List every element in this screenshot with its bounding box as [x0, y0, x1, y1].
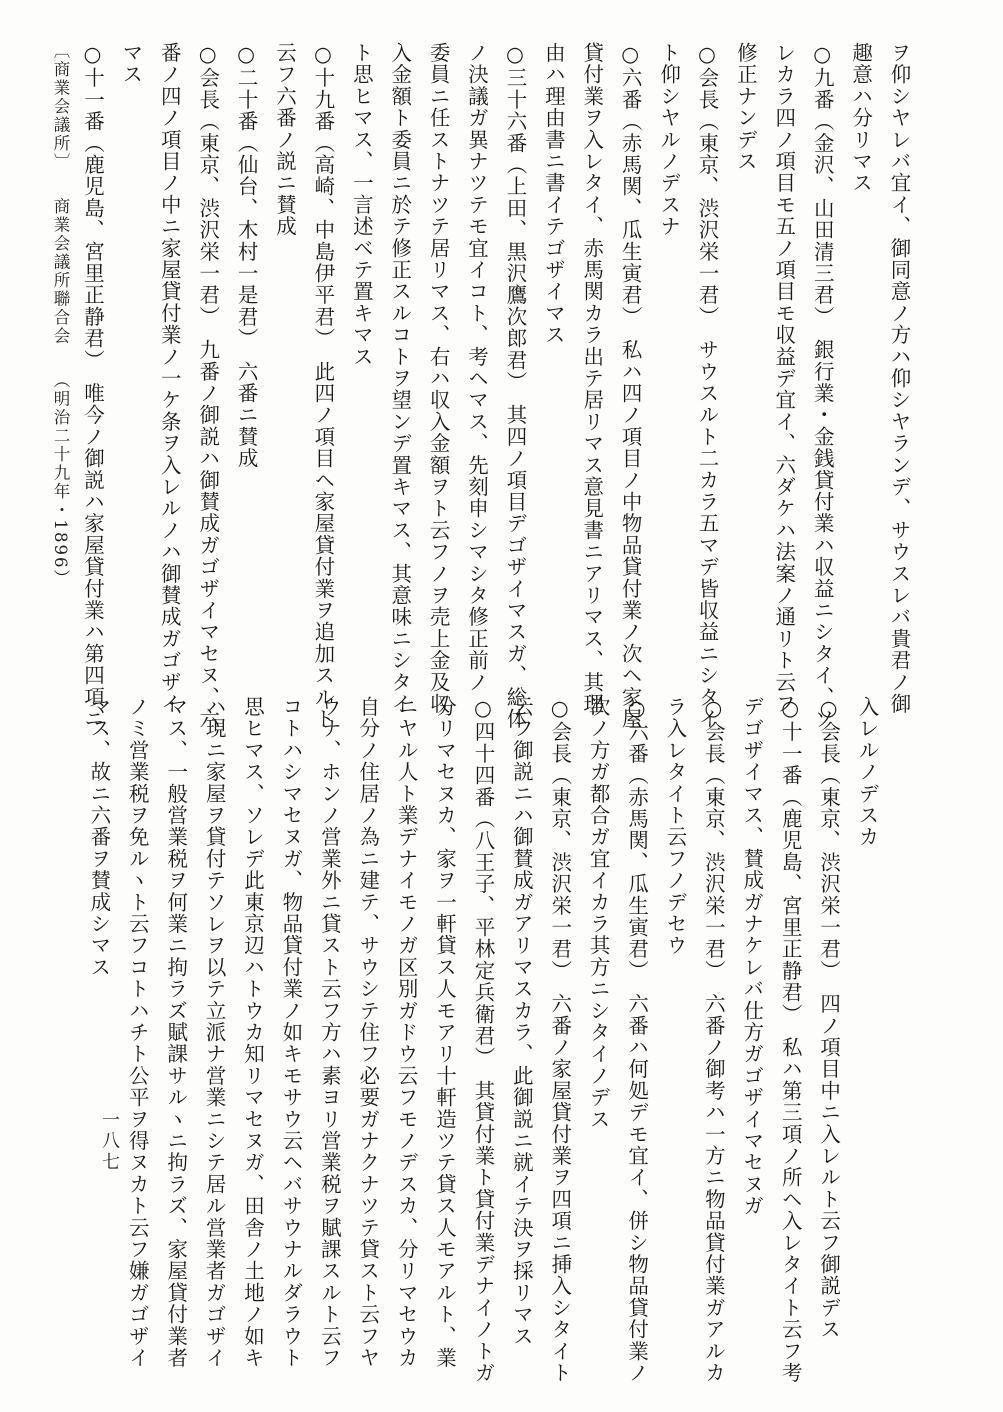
text-line: マス、一般営業税ヲ何業ニ拘ラズ賦課サルヽニ拘ラズ、家屋貸付業者	[163, 696, 188, 1369]
text-line: ○六番（赤馬関、瓜生寅君） 私ハ四ノ項目ノ中物品貸付業ノ次ヘ家屋	[618, 42, 643, 730]
text-line: レカラ四ノ項目モ五ノ項目モ収益デ宜イ、六ダケハ法案ノ通リト云フ	[771, 42, 796, 715]
running-head-date: （明治二十九年・1896）	[51, 371, 70, 588]
text-line: 入レルノデスカ	[855, 696, 879, 848]
text-line: ○九番（金沢、山田清三君） 銀行業・金銭貸付業ハ収益ニシタイ、ソ	[810, 42, 835, 730]
text-line: 云フ御説ニハ御賛成ガアリマスカラ、此御説ニ就イテ決ヲ採リマス	[509, 696, 534, 1347]
text-line: 由ハ理由書ニ書イテゴザイマス	[541, 42, 566, 346]
text-line: ○会長（東京、渋沢栄一君） 六番ノ家屋貸付業ヲ四項ニ挿入シタイト	[547, 696, 572, 1384]
text-line: デゴザイマス、賛成ガナケレバ仕方ガゴザイマセヌガ	[739, 696, 764, 1217]
text-line: ○会長（東京、渋沢栄一君） 九番ノ御説ハ御賛成ガゴザイマセヌ、六	[195, 42, 220, 730]
text-line: ト仰シヤルノデスナ	[656, 42, 681, 238]
text-line: ラ入レタイト云フノデセウ	[662, 696, 687, 957]
text-line: ニヤル人ト業デナイモノガ区別ガドウ云フモノデスカ、分リマセウカ	[394, 696, 419, 1369]
text-line: 番ノ四ノ項目ノ中ニ家屋貸付業ノ一ケ条ヲ入レルノハ御賛成ガゴザイ	[157, 42, 182, 715]
running-head-section: 〔商業会議所〕	[51, 42, 70, 172]
text-line: コトハシマセヌガ、物品貸付業ノ如キモサウ云ヘバサウナルダラウト	[278, 696, 303, 1369]
text-line: マス、故ニ六番ヲ賛成シマス	[86, 696, 111, 979]
page-number: 一八七	[99, 1110, 120, 1173]
text-line: ○会長（東京、渋沢栄一君） 六番ノ御考ハ一方ニ物品貸付業ガアルカ	[701, 696, 726, 1384]
text-line: 趣意ハ分リマス	[848, 42, 873, 194]
text-line: ○会長（東京、渋沢栄一君） 四ノ項目中ニ入レルト云フ御説デス	[816, 696, 841, 1341]
text-line: 貸付業ヲ入レタイ、赤馬関カラ出テ居リマス意見書ニアリマス、其理	[579, 42, 604, 715]
text-line: ○十一番（鹿児島、宮里正静君） 私ハ第三項ノ所ヘ入レタイト云フ考	[778, 696, 803, 1384]
text-line: 修正ナンデス	[733, 42, 758, 173]
text-line: ○六番（赤馬関、瓜生寅君） 六番ハ何処デモ宜イ、併シ物品貸付業ノ	[624, 696, 649, 1384]
running-head-organization: 商業会議所聯合会	[51, 197, 70, 346]
text-line: ト思ヒマス、一言述ベテ置キマス	[349, 42, 374, 368]
text-line: ○十一番（鹿児島、宮里正静君） 唯今ノ御説ハ家屋貸付業ハ第四項ニ	[80, 42, 105, 730]
text-line: 自分ノ住居ノ為ニ建テ、サウシテ住フ必要ガナクナツテ貸スト云フヤ	[355, 696, 380, 1369]
upper-text-block	[80, 42, 918, 730]
text-line: 次ノ方ガ都合ガ宜イカラ其方ニシタイノデス	[586, 696, 611, 1130]
running-head	[32, 42, 72, 652]
text-line: ヲ仰シヤレバ宜イ、御同意ノ方ハ仰シヤランデ、サウスレバ貴君ノ御	[887, 42, 911, 715]
text-line: マス	[118, 42, 143, 86]
text-line: 思ヒマス、ソレデ此東京辺ハトウカ知リマセヌガ、田舎ノ土地ノ如キ	[240, 696, 265, 1369]
text-line: ハ現ニ家屋ヲ貸付テソレヲ以テ立派ナ営業ニシテ居ル営業者ガゴザイ	[202, 696, 227, 1369]
text-line: ○会長（東京、渋沢栄一君） サウスルト二カラ五マデ皆収益ニシタイ	[694, 42, 719, 730]
text-line: ノ決議ガ異ナツテモ宜イコト、考ヘマス、先刻申シマシタ修正前ノ	[464, 42, 489, 693]
text-line: ○三十六番（上田、黒沢鷹次郎君） 其四ノ項目デゴザイマスガ、総体	[502, 42, 527, 730]
text-line: ○十九番（高崎、中島伊平君） 此四ノ項目ヘ家屋貸付業ヲ追加スルト	[310, 42, 335, 730]
text-line: ○四十四番（八王子、平林定兵衛君） 其貸付業ト貸付業デナイノトガ	[470, 696, 495, 1384]
text-line: ノミ営業税ヲ免ルヽト云フコトハチト公平ヲ得ヌカト云フ嫌ガゴザイ	[125, 696, 150, 1369]
text-line: 入金額ト委員ニ於テ修正スルコトヲ望ンデ置キマス、其意味ニシタイ	[387, 42, 412, 715]
text-line: ○二十番（仙台、木村一是君） 六番ニ賛成	[234, 42, 259, 470]
text-line: ウナ、ホンノ営業外ニ貸スト云フ方ハ素ヨリ営業税ヲ賦課スルト云フ	[317, 696, 342, 1369]
text-line: 委員ニ任ストナツテ居リマス、右ハ収入金額ヲト云フノヲ売上金及収	[426, 42, 451, 715]
text-line: 分リマセヌカ、家ヲ一軒貸ス人モアリ十軒造ツテ貸ス人モアルト、業	[432, 696, 457, 1369]
text-line: 云フ六番ノ説ニ賛成	[272, 42, 297, 238]
